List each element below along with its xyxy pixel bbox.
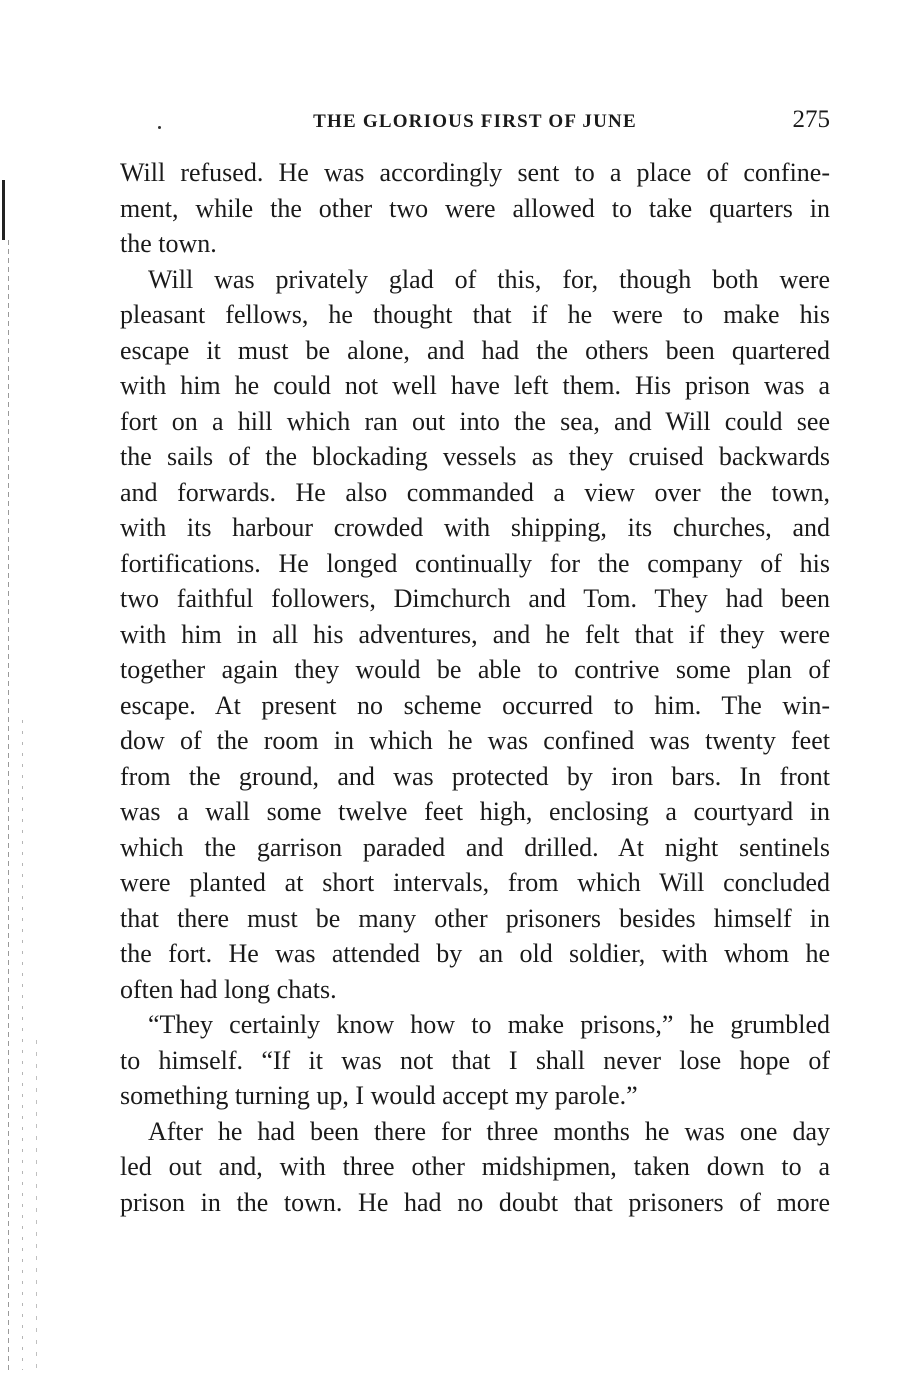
- text-line: dow of the room in which he was confined was twenty feet: [120, 726, 830, 755]
- text-line: led out and, with three other midshipmen, taken down to a: [120, 1152, 830, 1181]
- text-line: “They certainly know how to make prisons,” he grumbled: [148, 1010, 830, 1039]
- page-gutter-shadow: [8, 240, 9, 1370]
- text-line: often had long chats.: [120, 974, 337, 1004]
- text-line: from the ground, and was protected by iron bars. In front: [120, 761, 830, 791]
- text-line: pleasant fellows, he thought that if he were to make his: [120, 300, 830, 329]
- page-gutter-edge: [2, 180, 5, 240]
- text-line: the town.: [120, 229, 217, 258]
- text-line: was a wall some twelve feet high, enclosing a courtyard in: [120, 797, 830, 826]
- text-line: Will refused. He was accordingly sent to a place of confine-: [120, 158, 830, 187]
- text-line: fort on a hill which ran out into the sea, and Will could see: [120, 406, 830, 436]
- text-line: that there must be many other prisoners besides himself in: [120, 903, 830, 933]
- text-line: and forwards. He also commanded a view over the town,: [120, 477, 830, 507]
- running-title: THE GLORIOUS FIRST OF JUNE: [313, 111, 637, 132]
- page-number: 275: [792, 106, 830, 133]
- text-line: two faithful followers, Dimchurch and Tom. They had been: [120, 584, 830, 613]
- running-header: [120, 106, 830, 140]
- text-line: escape it must be alone, and had the others been quartered: [120, 335, 830, 365]
- text-line: fortifications. He longed continually for the company of his: [120, 548, 830, 578]
- text-line: something turning up, I would accept my parole.”: [120, 1081, 638, 1110]
- text-line: prison in the town. He had no doubt that prisoners of more: [120, 1187, 830, 1217]
- text-line: which the garrison paraded and drilled. At night sentinels: [120, 832, 830, 862]
- text-line: After he had been there for three months he was one day: [148, 1116, 830, 1146]
- text-line: with him in all his adventures, and he felt that if they were: [120, 619, 830, 649]
- text-line: escape. At present no scheme occurred to him. The win-: [120, 690, 830, 720]
- text-line: with its harbour crowded with shipping, its churches, and: [120, 513, 830, 542]
- text-line: were planted at short intervals, from which Will concluded: [120, 868, 830, 897]
- page-gutter-shadow: [36, 1040, 37, 1370]
- text-line: the sails of the blockading vessels as they cruised backwards: [120, 442, 830, 471]
- text-line: Will was privately glad of this, for, though both were: [148, 264, 830, 294]
- body-text: [120, 155, 830, 1220]
- text-line: to himself. “If it was not that I shall never lose hope of: [120, 1045, 830, 1075]
- text-line: ment, while the other two were allowed to take quarters in: [120, 193, 830, 223]
- text-line: with him he could not well have left them. His prison was a: [120, 371, 830, 400]
- text-line: together again they would be able to contrive some plan of: [120, 655, 830, 684]
- page-gutter-shadow: [22, 720, 23, 1370]
- text-line: the fort. He was attended by an old soldier, with whom he: [120, 939, 830, 968]
